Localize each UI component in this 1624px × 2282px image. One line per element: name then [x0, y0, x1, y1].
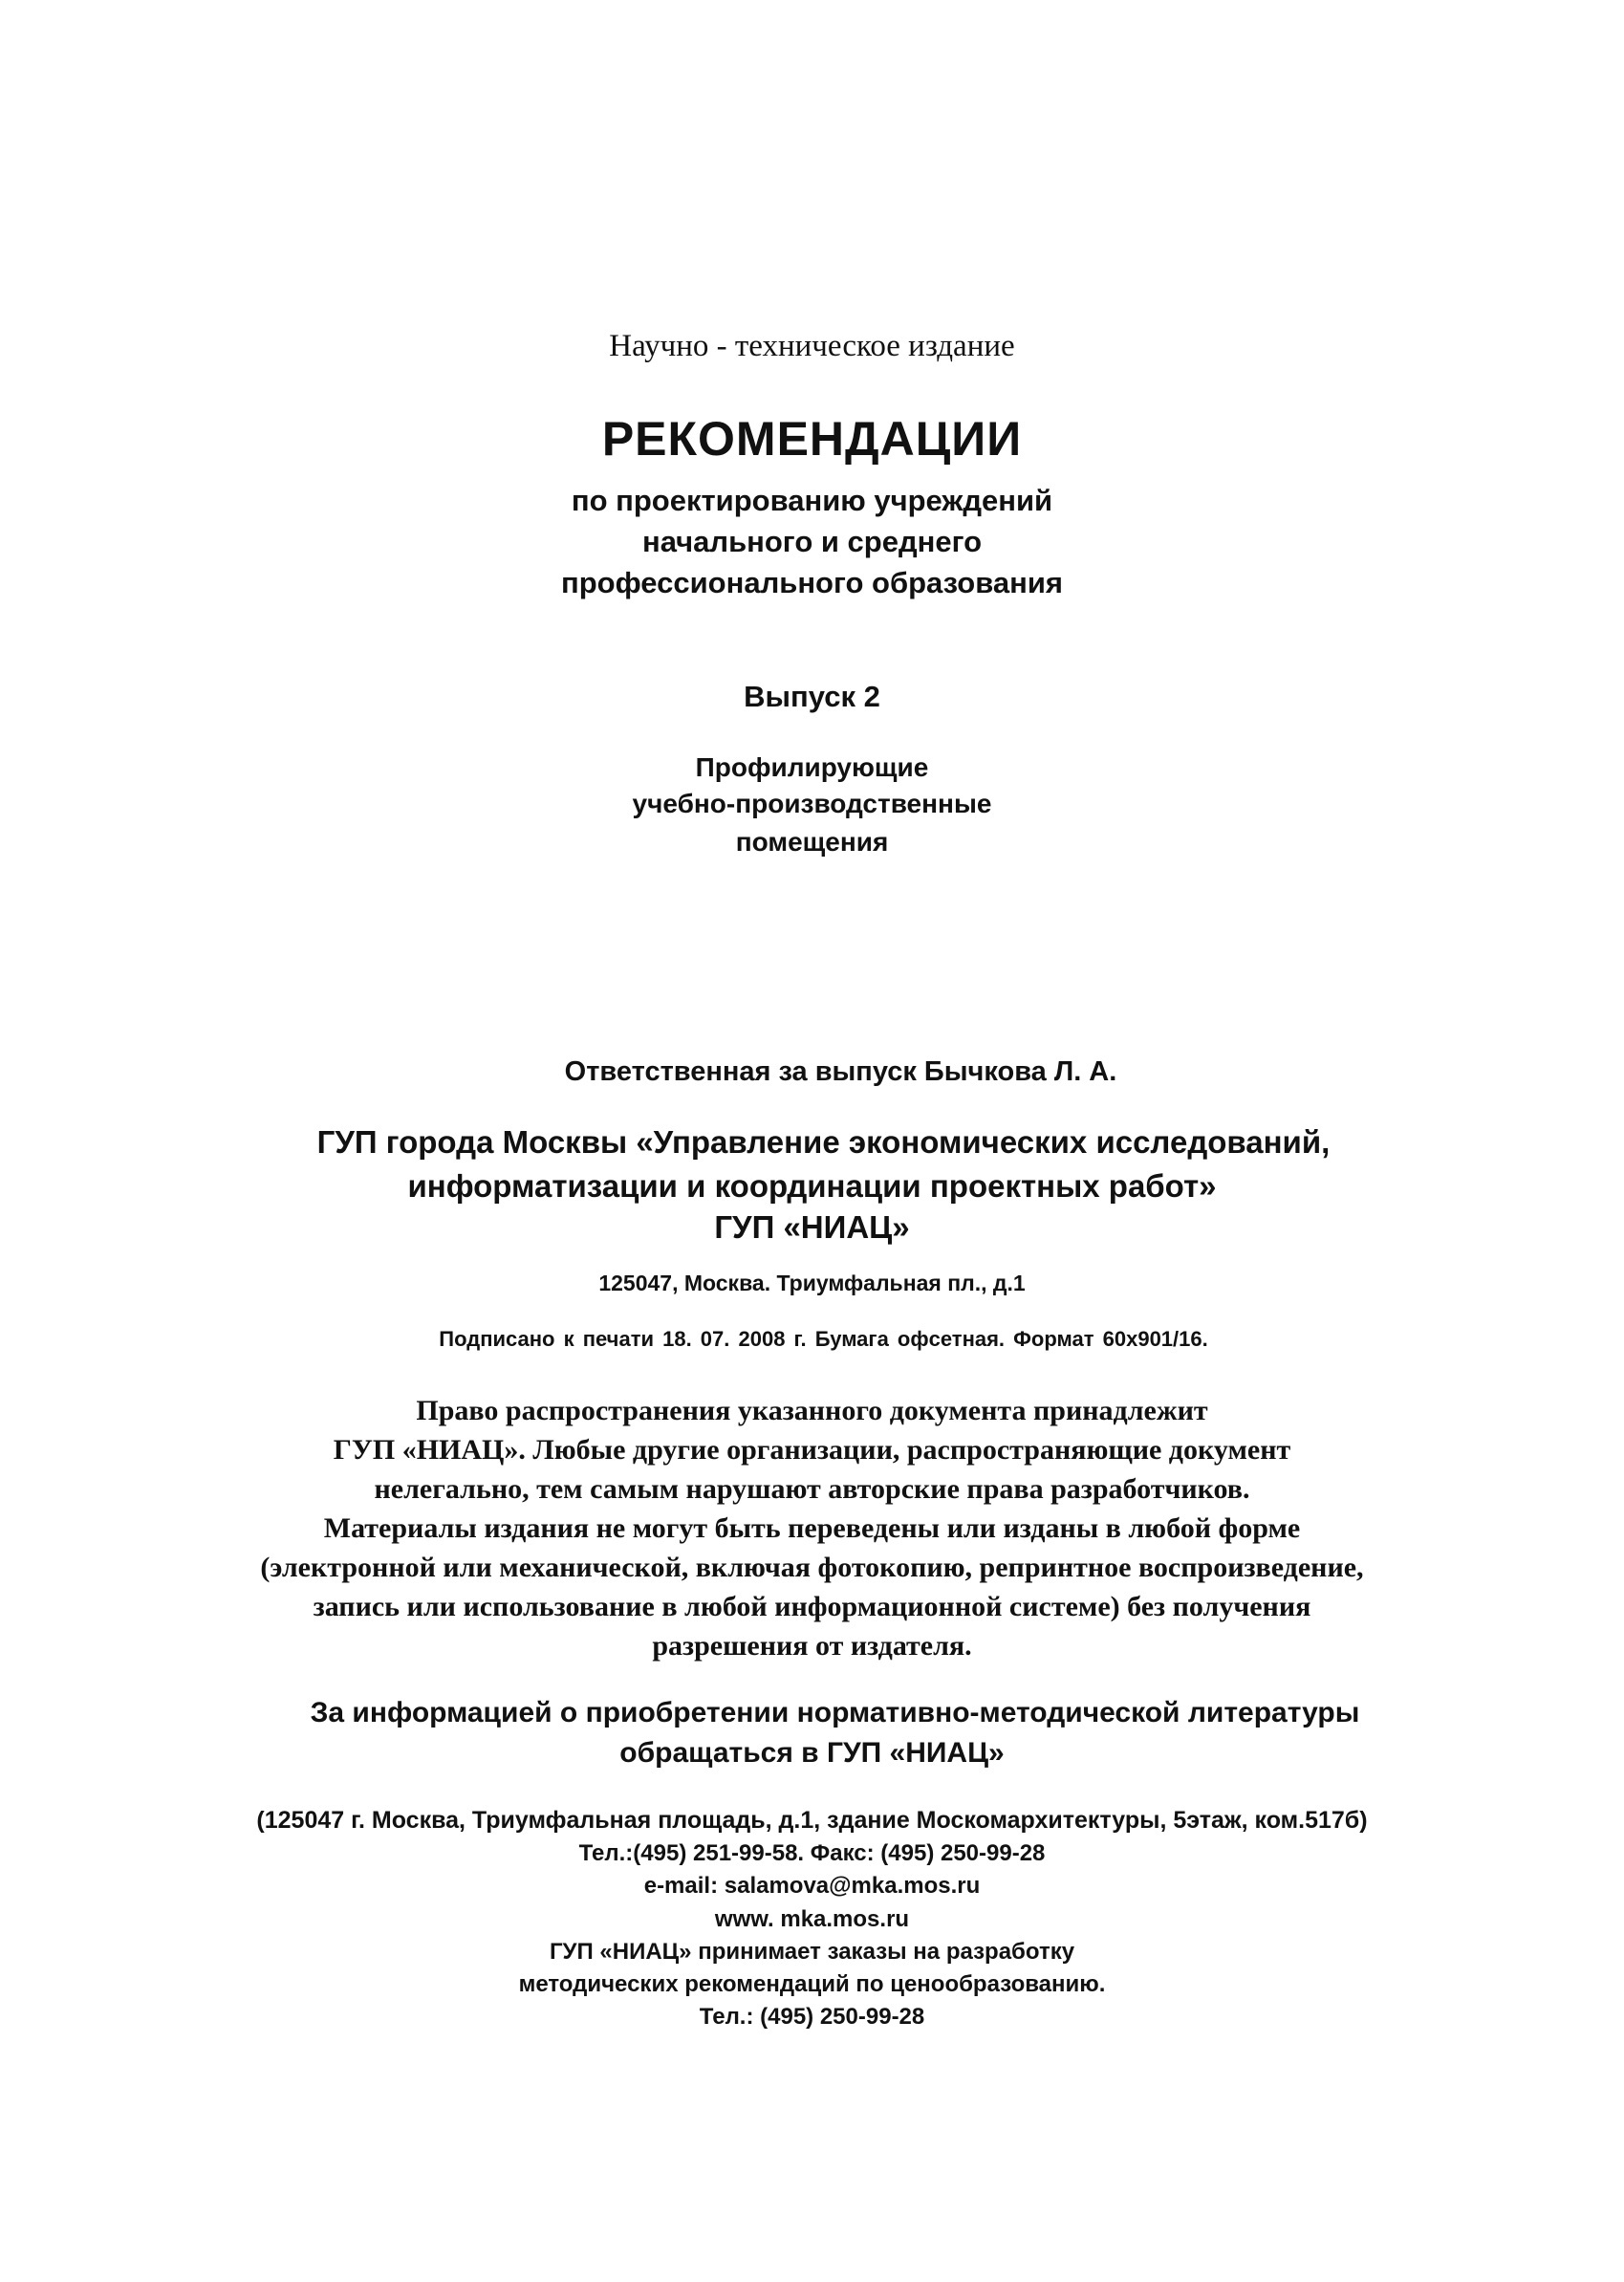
organization-line-1: ГУП города Москвы «Управление экономических исследований, [316, 1124, 1331, 1160]
orders-line-2: методических рекомендаций по ценообразованию. [518, 1971, 1106, 1997]
organization-line-3: ГУП «НИАЦ» [714, 1209, 910, 1245]
contact-phone-fax: Тел.:(495) 251-99-58. Факс: (495) 250-99-28 [578, 1840, 1046, 1866]
orders-line-1: ГУП «НИАЦ» принимает заказы на разработку [549, 1939, 1075, 1965]
issue-subject-line-2: учебно-производственные [632, 789, 992, 818]
print-info: Подписано к печати 18. 07. 2008 г. Бумага офсетная. Формат 60х901/16. [439, 1327, 1208, 1351]
rights-notice-line-4: Материалы издания не могут быть переведены или изданы в любой форме [323, 1512, 1301, 1544]
contact-email: e-mail: salamova@mka.mos.ru [643, 1873, 981, 1899]
rights-notice-line-5: (электронной или механической, включая фотокопию, репринтное воспроизведение, [260, 1552, 1364, 1583]
rights-notice-line-3: нелегально, тем самым нарушают авторские права разработчиков. [374, 1473, 1250, 1505]
rights-notice-line-2: ГУП «НИАЦ». Любые другие организации, распространяющие документ [333, 1434, 1291, 1466]
contact-full-address: (125047 г. Москва, Триумфальная площадь, д.1, здание Москомархитектуры, 5этаж, ком.517б) [256, 1807, 1368, 1834]
responsible-editor: Ответственная за выпуск Бычкова Л. А. [564, 1056, 1117, 1087]
info-line-1: За информацией о приобретении нормативно-методической литературы [310, 1697, 1360, 1728]
contact-website: www. mka.mos.ru [714, 1906, 910, 1932]
issue-subject-line-1: Профилирующие [695, 752, 929, 782]
rights-notice-line-6: запись или использование в любой информационной системе) без получения [313, 1591, 1311, 1622]
rights-notice-line-1: Право распространения указанного документа принадлежит [416, 1395, 1208, 1426]
subtitle-line-1: по проектированию учреждений [571, 484, 1053, 517]
orders-phone: Тел.: (495) 250-99-28 [699, 2004, 925, 2030]
organization-line-2: информатизации и координации проектных работ» [407, 1168, 1217, 1204]
subtitle-line-3: профессионального образования [560, 566, 1064, 599]
document-title: РЕКОМЕНДАЦИИ [601, 412, 1023, 466]
info-line-2: обращаться в ГУП «НИАЦ» [619, 1737, 1005, 1769]
issue-number: Выпуск 2 [744, 680, 880, 713]
edition-type: Научно - техническое издание [609, 329, 1015, 363]
publisher-address: 125047, Москва. Триумфальная пл., д.1 [598, 1271, 1026, 1295]
subtitle-line-2: начального и среднего [641, 525, 983, 558]
issue-subject-line-3: помещения [735, 827, 889, 857]
rights-notice-line-7: разрешения от издателя. [652, 1630, 972, 1662]
